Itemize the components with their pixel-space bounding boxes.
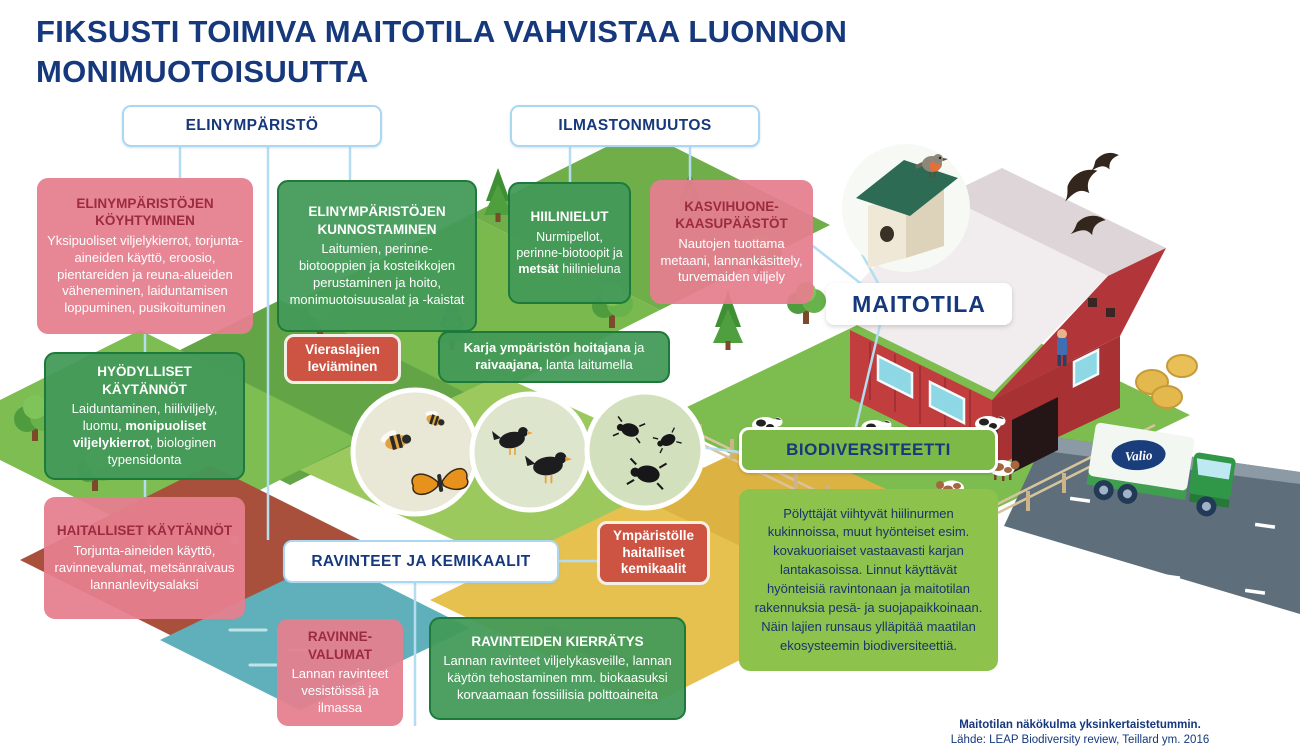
- body-text-bold: raivaajana,: [475, 357, 543, 372]
- beetles-circle: [587, 392, 703, 508]
- box-biodiversiteetti-note: [739, 489, 998, 671]
- biodiversity-note-text: Pölyttäjät viihtyvät hiilinurmen kukinnoissa, muut hyönteiset esim. kovakuoriaiset vastaavasti karjan lantakasoissa. Linnut käyttävät hyönteisiä ravintonaan ja maitotilan rakennuksia pesä- ja suojapaikkoinaan. Näin lajien runsaus ylläpitää maatilan ekosysteemin biodiversiteettiä.: [754, 505, 983, 653]
- box-elinymparistojen-kunnostaminen: [277, 180, 477, 332]
- category-elinymparisto: [122, 105, 382, 147]
- box-ravinnevalumat: [277, 619, 403, 726]
- box-body: [516, 229, 623, 278]
- box-title: HIILINIELUT: [530, 209, 609, 225]
- box-vieraslajien-leviaminen: [284, 334, 401, 384]
- box-body: Lannan ravinteet viljelykasveille, lannan käytön tehostaminen mm. biokaasuksi korvaamaan fossiilisia polttoaineita: [443, 653, 672, 703]
- box-body: Laitumien, perinne-biotooppien ja kosteikkojen perustaminen ja hoito, monimuotoisuusalat ja -kaistat: [289, 241, 465, 307]
- box-haitalliset-kaytannot: [44, 497, 245, 619]
- pollinators-circle: [353, 390, 477, 514]
- box-title: ELINYMPÄRISTÖJEN KUNNOSTAMINEN: [308, 204, 446, 237]
- box-ravinteiden-kierratys: [429, 617, 686, 720]
- body-text: Laiduntaminen, hiiliviljely, luomu,: [71, 401, 218, 434]
- box-title: ELINYMPÄRISTÖJEN KÖYHTYMINEN: [76, 195, 214, 229]
- page-title-line1: FIKSUSTI TOIMIVA MAITOTILA VAHVISTAA LUONNON: [36, 14, 848, 49]
- swallow-icon: [1061, 169, 1101, 202]
- category-ravinteet-label: RAVINTEET JA KEMIKAALIT: [311, 552, 531, 570]
- box-label: Vieraslajien leviäminen: [305, 342, 380, 374]
- body-text: ja: [630, 340, 645, 356]
- box-body: [448, 340, 660, 374]
- box-label: Ympäristölle haitalliset kemikaalit: [612, 527, 695, 577]
- category-elinymparisto-label: ELINYMPÄRISTÖ: [185, 117, 319, 134]
- box-karja-ympariston-hoitajana: [438, 331, 670, 383]
- box-ymparistolle-haitalliset-kemikaalit: [597, 521, 710, 585]
- body-text-bold: Karja ympäristön hoitajana: [463, 340, 631, 356]
- box-hyodylliset-kaytannot: [44, 352, 245, 480]
- label-maitotila: [826, 283, 1012, 325]
- body-text-bold: monipuoliset viljelykierrot: [72, 418, 207, 451]
- box-body: Yksipuoliset viljelykierrot, torjunta-aineiden käyttö, eroosio, pientareiden ja reuna-alueiden väheneminen, laiduntamisen loppuminen, pusikoituminen: [47, 232, 243, 316]
- body-text-bold: metsät: [518, 262, 559, 277]
- box-title: KASVIHUONE-KAASUPÄÄSTÖT: [675, 198, 788, 232]
- box-body: Nautojen tuottama metaani, lannankäsittely, turvemaiden viljely: [660, 235, 803, 285]
- box-title: HAITALLISET KÄYTÄNNÖT: [56, 523, 233, 539]
- category-ilmastonmuutos: [510, 105, 760, 147]
- category-ilmastonmuutos-label: ILMASTONMUUTOS: [558, 117, 712, 134]
- birdhouse-circle: [842, 144, 970, 272]
- box-hiilinielut: [508, 182, 631, 304]
- box-title: HYÖDYLLISET KÄYTÄNNÖT: [97, 364, 192, 397]
- category-ravinteet-ja-kemikaalit: [283, 540, 559, 583]
- box-title: RAVINTEIDEN KIERRÄTYS: [471, 633, 644, 649]
- source-note-line2: Lähde: LEAP Biodiversity review, Teillard ym. 2016: [950, 733, 1210, 746]
- box-body: Torjunta-aineiden käyttö, ravinnevalumat, metsänraivaus lannanlevitysalaksi: [54, 542, 235, 592]
- body-text: , biologinen typensidonta: [107, 435, 217, 467]
- box-title: RAVINNE-VALUMAT: [307, 629, 373, 662]
- source-note-line1: Maitotilan näkökulma yksinkertaistetummin.: [959, 719, 1201, 731]
- page-title: [36, 12, 847, 91]
- body-text: hiilinieluna: [558, 262, 621, 277]
- box-body: [55, 401, 234, 469]
- body-text: lanta laitumella: [542, 357, 633, 372]
- birds-circle: [472, 394, 588, 510]
- box-body: Lannan ravinteet vesistöissä ja ilmassa: [291, 666, 389, 715]
- body-text: Nurmipellot, perinne-biotoopit ja: [516, 229, 623, 261]
- label-biodiversiteetti: [739, 427, 998, 473]
- box-kasvihuonekaasupaastot: [650, 180, 813, 304]
- page-title-line2: MONIMUOTOISUUTTA: [36, 53, 369, 89]
- label-maitotila-text: MAITOTILA: [852, 290, 986, 317]
- source-note: [935, 718, 1225, 748]
- box-elinymparistojen-koyhtyminen: [37, 178, 253, 334]
- valio-logo: Valio: [1124, 447, 1153, 464]
- label-biodiversiteetti-text: BIODIVERSITEETTI: [786, 440, 951, 459]
